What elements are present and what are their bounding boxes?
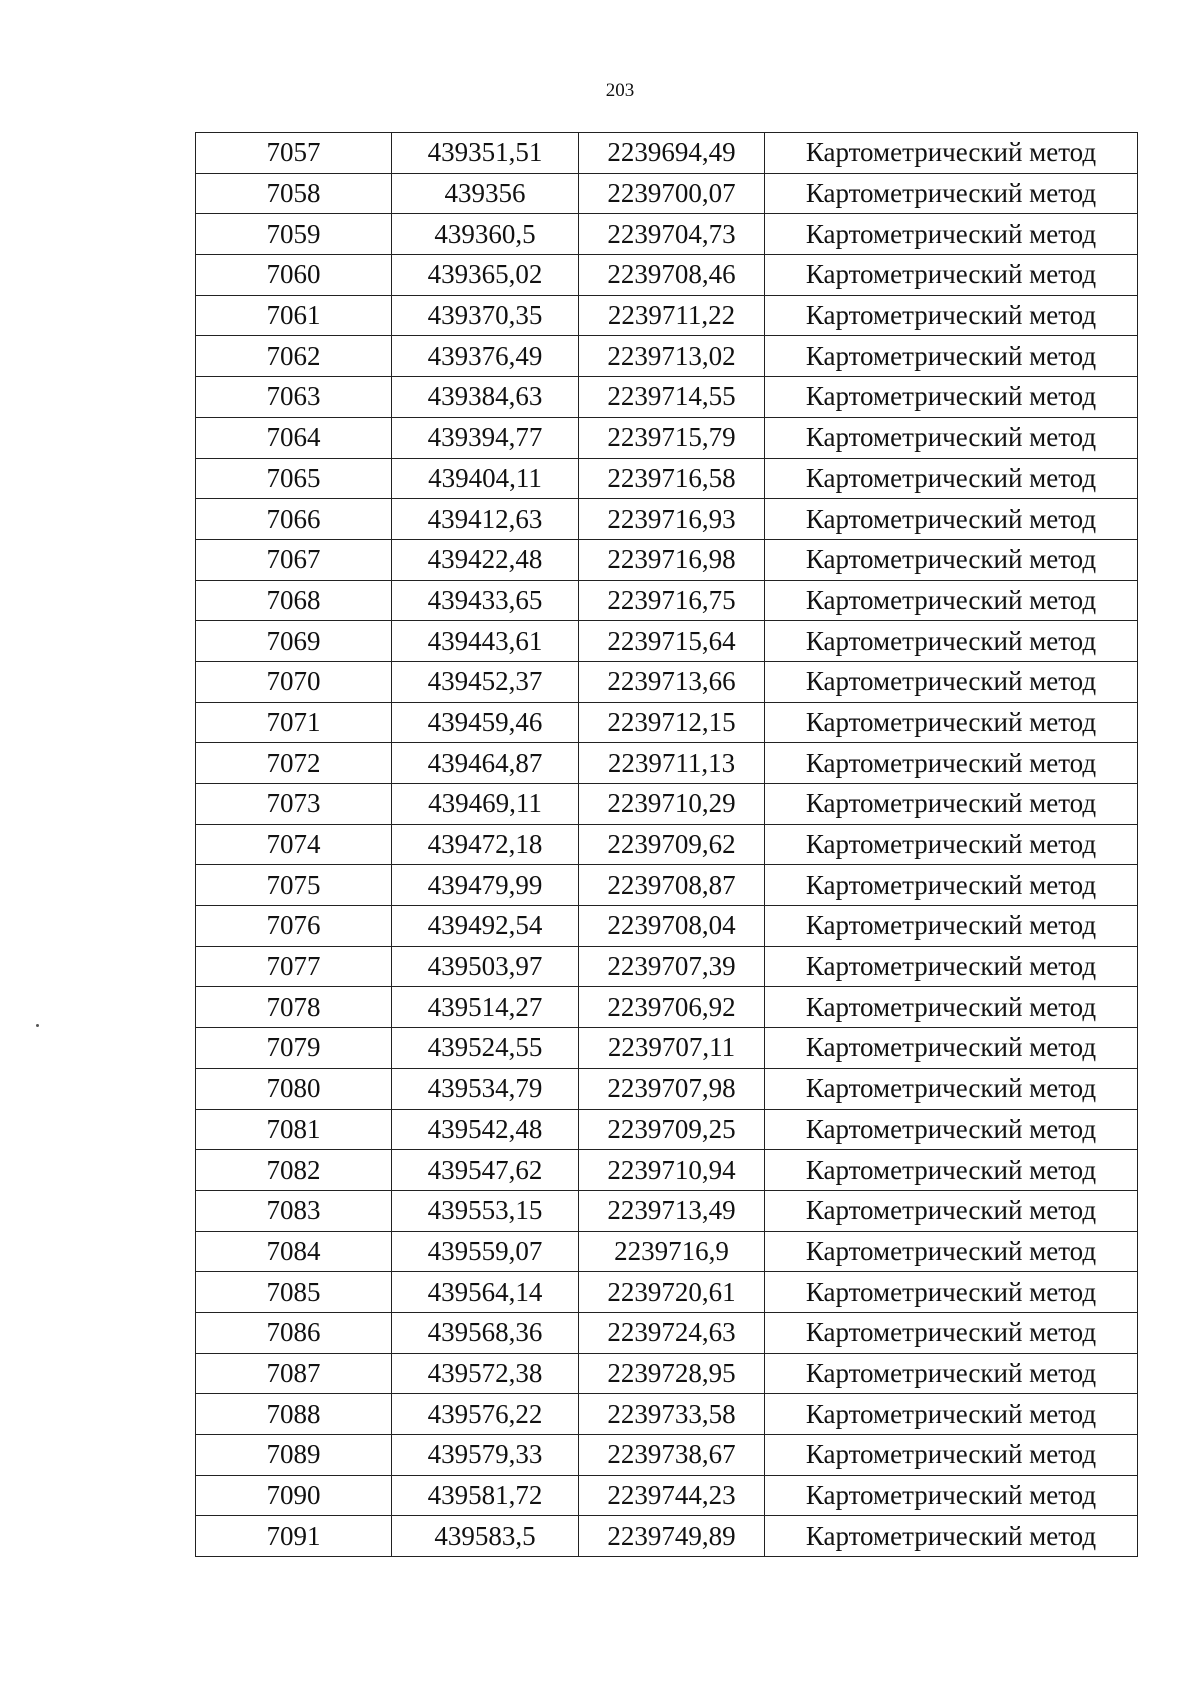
method-cell: Картометрический метод: [765, 1068, 1138, 1109]
table-row: [196, 824, 1138, 865]
method-cell: Картометрический метод: [765, 1312, 1138, 1353]
point-number-cell: 7068: [196, 580, 392, 621]
method-cell: Картометрический метод: [765, 336, 1138, 377]
point-number-cell: 7074: [196, 824, 392, 865]
x-coordinate-cell: 439404,11: [392, 458, 579, 499]
y-coordinate-cell: 2239749,89: [579, 1516, 765, 1557]
y-coordinate-cell: 2239710,94: [579, 1150, 765, 1191]
table-row: [196, 784, 1138, 825]
method-cell: Картометрический метод: [765, 1028, 1138, 1069]
y-coordinate-cell: 2239708,87: [579, 865, 765, 906]
point-number-cell: 7057: [196, 133, 392, 174]
x-coordinate-cell: 439459,46: [392, 702, 579, 743]
point-number-cell: 7075: [196, 865, 392, 906]
y-coordinate-cell: 2239694,49: [579, 133, 765, 174]
page-number: 203: [605, 80, 635, 101]
table-row: [196, 702, 1138, 743]
table-row: [196, 1068, 1138, 1109]
y-coordinate-cell: 2239707,39: [579, 946, 765, 987]
point-number-cell: 7066: [196, 499, 392, 540]
table-row: [196, 417, 1138, 458]
table-row: [196, 1475, 1138, 1516]
y-coordinate-cell: 2239720,61: [579, 1272, 765, 1313]
point-number-cell: 7067: [196, 539, 392, 580]
y-coordinate-cell: 2239712,15: [579, 702, 765, 743]
point-number-cell: 7079: [196, 1028, 392, 1069]
table-body: [196, 133, 1138, 1557]
table-row: [196, 1435, 1138, 1476]
table-row: [196, 214, 1138, 255]
method-cell: Картометрический метод: [765, 499, 1138, 540]
point-number-cell: 7058: [196, 173, 392, 214]
method-cell: Картометрический метод: [765, 987, 1138, 1028]
x-coordinate-cell: 439583,5: [392, 1516, 579, 1557]
x-coordinate-cell: 439370,35: [392, 295, 579, 336]
method-cell: Картометрический метод: [765, 1475, 1138, 1516]
point-number-cell: 7076: [196, 906, 392, 947]
table-row: [196, 499, 1138, 540]
point-number-cell: 7091: [196, 1516, 392, 1557]
point-number-cell: 7078: [196, 987, 392, 1028]
coordinates-table: [195, 132, 1138, 1557]
table-row: [196, 906, 1138, 947]
method-cell: Картометрический метод: [765, 661, 1138, 702]
method-cell: Картометрический метод: [765, 824, 1138, 865]
table-row: [196, 1516, 1138, 1557]
y-coordinate-cell: 2239716,75: [579, 580, 765, 621]
x-coordinate-cell: 439443,61: [392, 621, 579, 662]
table-row: [196, 621, 1138, 662]
y-coordinate-cell: 2239715,64: [579, 621, 765, 662]
method-cell: Картометрический метод: [765, 621, 1138, 662]
y-coordinate-cell: 2239706,92: [579, 987, 765, 1028]
table-row: [196, 458, 1138, 499]
y-coordinate-cell: 2239716,98: [579, 539, 765, 580]
table-row: [196, 580, 1138, 621]
y-coordinate-cell: 2239744,23: [579, 1475, 765, 1516]
y-coordinate-cell: 2239711,13: [579, 743, 765, 784]
x-coordinate-cell: 439503,97: [392, 946, 579, 987]
y-coordinate-cell: 2239713,49: [579, 1190, 765, 1231]
method-cell: Картометрический метод: [765, 214, 1138, 255]
x-coordinate-cell: 439376,49: [392, 336, 579, 377]
y-coordinate-cell: 2239711,22: [579, 295, 765, 336]
table-row: [196, 1312, 1138, 1353]
point-number-cell: 7088: [196, 1394, 392, 1435]
x-coordinate-cell: 439412,63: [392, 499, 579, 540]
point-number-cell: 7077: [196, 946, 392, 987]
method-cell: Картометрический метод: [765, 1150, 1138, 1191]
point-number-cell: 7081: [196, 1109, 392, 1150]
x-coordinate-cell: 439553,15: [392, 1190, 579, 1231]
table-row: [196, 743, 1138, 784]
method-cell: Картометрический метод: [765, 417, 1138, 458]
method-cell: Картометрический метод: [765, 1190, 1138, 1231]
y-coordinate-cell: 2239738,67: [579, 1435, 765, 1476]
x-coordinate-cell: 439469,11: [392, 784, 579, 825]
point-number-cell: 7087: [196, 1353, 392, 1394]
x-coordinate-cell: 439576,22: [392, 1394, 579, 1435]
x-coordinate-cell: 439433,65: [392, 580, 579, 621]
y-coordinate-cell: 2239708,46: [579, 255, 765, 296]
point-number-cell: 7071: [196, 702, 392, 743]
table-row: [196, 1028, 1138, 1069]
y-coordinate-cell: 2239716,9: [579, 1231, 765, 1272]
method-cell: Картометрический метод: [765, 295, 1138, 336]
x-coordinate-cell: 439479,99: [392, 865, 579, 906]
y-coordinate-cell: 2239716,93: [579, 499, 765, 540]
x-coordinate-cell: 439524,55: [392, 1028, 579, 1069]
y-coordinate-cell: 2239710,29: [579, 784, 765, 825]
table-row: [196, 1272, 1138, 1313]
method-cell: Картометрический метод: [765, 743, 1138, 784]
table-row: [196, 865, 1138, 906]
y-coordinate-cell: 2239704,73: [579, 214, 765, 255]
method-cell: Картометрический метод: [765, 133, 1138, 174]
y-coordinate-cell: 2239724,63: [579, 1312, 765, 1353]
x-coordinate-cell: 439394,77: [392, 417, 579, 458]
point-number-cell: 7069: [196, 621, 392, 662]
point-number-cell: 7062: [196, 336, 392, 377]
x-coordinate-cell: 439464,87: [392, 743, 579, 784]
point-number-cell: 7090: [196, 1475, 392, 1516]
table-row: [196, 661, 1138, 702]
x-coordinate-cell: 439452,37: [392, 661, 579, 702]
point-number-cell: 7063: [196, 377, 392, 418]
point-number-cell: 7072: [196, 743, 392, 784]
method-cell: Картометрический метод: [765, 1231, 1138, 1272]
method-cell: Картометрический метод: [765, 1272, 1138, 1313]
point-number-cell: 7059: [196, 214, 392, 255]
y-coordinate-cell: 2239715,79: [579, 417, 765, 458]
table-row: [196, 133, 1138, 174]
point-number-cell: 7070: [196, 661, 392, 702]
table-row: [196, 1394, 1138, 1435]
point-number-cell: 7061: [196, 295, 392, 336]
x-coordinate-cell: 439559,07: [392, 1231, 579, 1272]
y-coordinate-cell: 2239709,62: [579, 824, 765, 865]
point-number-cell: 7082: [196, 1150, 392, 1191]
x-coordinate-cell: 439568,36: [392, 1312, 579, 1353]
y-coordinate-cell: 2239714,55: [579, 377, 765, 418]
table-row: [196, 539, 1138, 580]
point-number-cell: 7083: [196, 1190, 392, 1231]
table-row: [196, 377, 1138, 418]
table-row: [196, 255, 1138, 296]
table-row: [196, 336, 1138, 377]
y-coordinate-cell: 2239707,98: [579, 1068, 765, 1109]
method-cell: Картометрический метод: [765, 173, 1138, 214]
method-cell: Картометрический метод: [765, 458, 1138, 499]
method-cell: Картометрический метод: [765, 946, 1138, 987]
x-coordinate-cell: 439351,51: [392, 133, 579, 174]
y-coordinate-cell: 2239708,04: [579, 906, 765, 947]
table-row: [196, 1109, 1138, 1150]
x-coordinate-cell: 439514,27: [392, 987, 579, 1028]
point-number-cell: 7085: [196, 1272, 392, 1313]
method-cell: Картометрический метод: [765, 1435, 1138, 1476]
point-number-cell: 7086: [196, 1312, 392, 1353]
method-cell: Картометрический метод: [765, 580, 1138, 621]
y-coordinate-cell: 2239728,95: [579, 1353, 765, 1394]
x-coordinate-cell: 439422,48: [392, 539, 579, 580]
point-number-cell: 7065: [196, 458, 392, 499]
table-row: [196, 1190, 1138, 1231]
y-coordinate-cell: 2239713,02: [579, 336, 765, 377]
point-number-cell: 7073: [196, 784, 392, 825]
method-cell: Картометрический метод: [765, 255, 1138, 296]
x-coordinate-cell: 439581,72: [392, 1475, 579, 1516]
x-coordinate-cell: 439547,62: [392, 1150, 579, 1191]
method-cell: Картометрический метод: [765, 1109, 1138, 1150]
table-row: [196, 173, 1138, 214]
table-row: [196, 946, 1138, 987]
table-row: [196, 1231, 1138, 1272]
point-number-cell: 7080: [196, 1068, 392, 1109]
method-cell: Картометрический метод: [765, 865, 1138, 906]
y-coordinate-cell: 2239700,07: [579, 173, 765, 214]
y-coordinate-cell: 2239713,66: [579, 661, 765, 702]
point-number-cell: 7060: [196, 255, 392, 296]
x-coordinate-cell: 439579,33: [392, 1435, 579, 1476]
x-coordinate-cell: 439360,5: [392, 214, 579, 255]
method-cell: Картометрический метод: [765, 1394, 1138, 1435]
method-cell: Картометрический метод: [765, 702, 1138, 743]
y-coordinate-cell: 2239707,11: [579, 1028, 765, 1069]
table-row: [196, 1150, 1138, 1191]
x-coordinate-cell: 439384,63: [392, 377, 579, 418]
x-coordinate-cell: 439564,14: [392, 1272, 579, 1313]
method-cell: Картометрический метод: [765, 377, 1138, 418]
table-row: [196, 987, 1138, 1028]
x-coordinate-cell: 439356: [392, 173, 579, 214]
method-cell: Картометрический метод: [765, 906, 1138, 947]
table-row: [196, 1353, 1138, 1394]
x-coordinate-cell: 439572,38: [392, 1353, 579, 1394]
y-coordinate-cell: 2239733,58: [579, 1394, 765, 1435]
point-number-cell: 7084: [196, 1231, 392, 1272]
y-coordinate-cell: 2239716,58: [579, 458, 765, 499]
x-coordinate-cell: 439472,18: [392, 824, 579, 865]
y-coordinate-cell: 2239709,25: [579, 1109, 765, 1150]
x-coordinate-cell: 439365,02: [392, 255, 579, 296]
x-coordinate-cell: 439542,48: [392, 1109, 579, 1150]
coordinates-table-container: [195, 132, 1137, 1557]
x-coordinate-cell: 439534,79: [392, 1068, 579, 1109]
x-coordinate-cell: 439492,54: [392, 906, 579, 947]
point-number-cell: 7089: [196, 1435, 392, 1476]
method-cell: Картометрический метод: [765, 1353, 1138, 1394]
method-cell: Картометрический метод: [765, 1516, 1138, 1557]
method-cell: Картометрический метод: [765, 784, 1138, 825]
table-row: [196, 295, 1138, 336]
method-cell: Картометрический метод: [765, 539, 1138, 580]
point-number-cell: 7064: [196, 417, 392, 458]
scan-speck: [36, 1024, 39, 1027]
